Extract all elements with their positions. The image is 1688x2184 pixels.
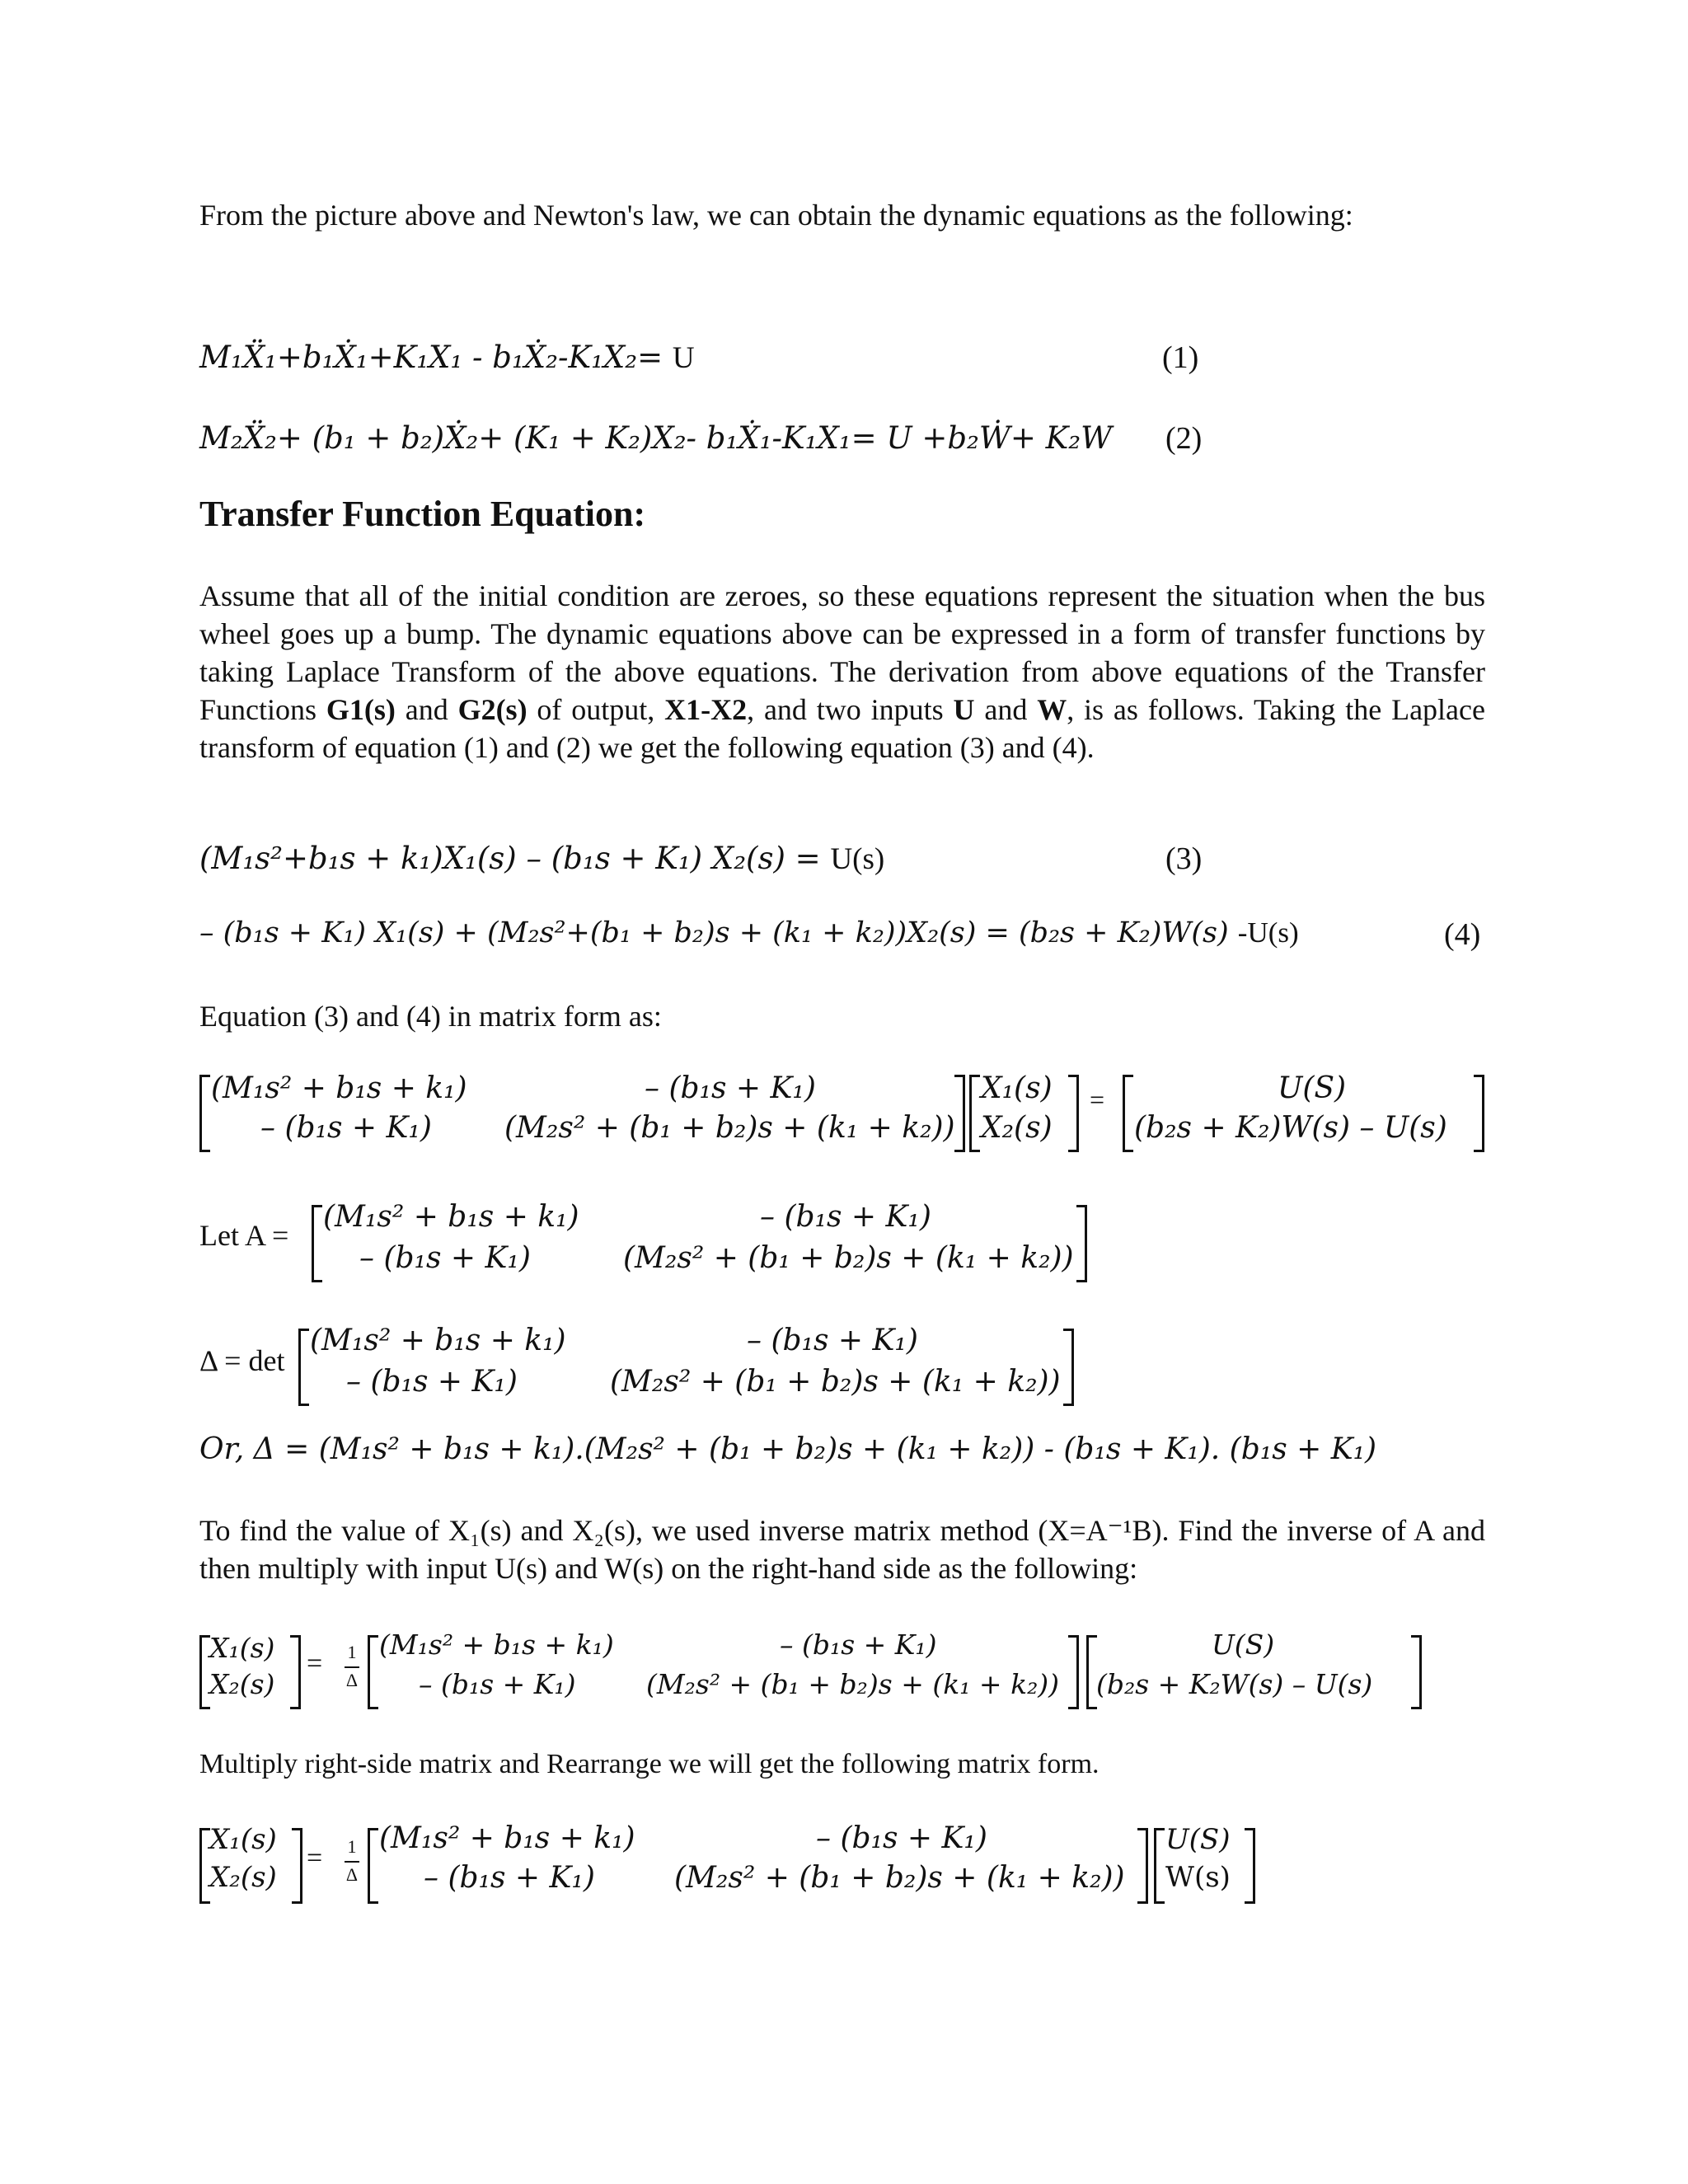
- fin-equals-sign: =: [307, 1843, 323, 1873]
- intro-text: From the picture above and Newton's law, we can obtain the dynamic equations as the following:: [199, 199, 1353, 232]
- matrix-a22: (M₂s² + (b₁ + b₂)s + (k₁ + k₂)): [504, 1111, 955, 1145]
- let-a22: (M₂s² + (b₁ + b₂)s + (k₁ + k₂)): [623, 1241, 1074, 1275]
- vector-x-right-bracket: [1068, 1075, 1079, 1152]
- g2-label: G2(s): [457, 693, 528, 726]
- matrix-a-left-bracket: [199, 1075, 210, 1152]
- paragraph-text-4: , is as follows. Taking the Laplace transform of equation (1) and (2) we get the following equation (3) and (4).: [199, 693, 1485, 764]
- equation-4: [199, 916, 1299, 949]
- matrix-a21: – (b₁s + K₁): [260, 1111, 432, 1145]
- equation-3-rhs: U(s): [830, 842, 885, 876]
- inverse-paragraph: To find the value of X₁(s) and X₂(s), we used inverse matrix method (X=A⁻¹B). Find the inverse of A and then multiply with input U(s) and W(s) on the right-hand side as the following:: [199, 1514, 1485, 1585]
- fin-a22: (M₂s² + (b₁ + b₂)s + (k₁ + k₂)): [674, 1861, 1125, 1895]
- inv-equals-sign: =: [307, 1648, 323, 1679]
- inv-a-left-bracket: [368, 1635, 378, 1709]
- det-a21: – (b₁s + K₁): [346, 1365, 518, 1399]
- matrix-a11: (M₁s² + b₁s + k₁): [211, 1071, 467, 1105]
- let-a21: – (b₁s + K₁): [359, 1241, 531, 1275]
- matrix-a-right-bracket: [954, 1075, 965, 1152]
- vector-x2: X₂(s): [981, 1111, 1053, 1145]
- inv-fraction-denominator: Δ: [345, 1670, 359, 1690]
- equation-3: [199, 841, 884, 877]
- fin-rhs-left-bracket: [1154, 1828, 1165, 1904]
- vector-rhs-left-bracket: [1123, 1075, 1133, 1152]
- fin-a11: (M₁s² + b₁s + k₁): [379, 1821, 635, 1855]
- multiply-text: Multiply right-side matrix and Rearrange we will get the following matrix form.: [199, 1749, 1100, 1779]
- equation-2-number: (2): [1165, 421, 1203, 456]
- section-heading: Transfer Function Equation:: [199, 494, 646, 534]
- equation-2: [199, 420, 1112, 456]
- fin-rhs-2: W(s): [1165, 1861, 1231, 1894]
- paragraph-text-3: , and two inputs: [747, 693, 954, 726]
- matrix-intro-text: Equation (3) and (4) in matrix form as:: [199, 1000, 662, 1033]
- let-a12: – (b₁s + K₁): [760, 1200, 931, 1234]
- inv-fraction-bar: [345, 1666, 359, 1668]
- equation-1-lhs: M₁Ẍ₁+b₁Ẋ₁+K₁X₁ - b₁Ẋ₂-K₁X₂=: [199, 340, 673, 375]
- output-label: X1-X2: [664, 693, 748, 726]
- fin-fraction-denominator: Δ: [345, 1864, 359, 1885]
- input-w-label: W: [1037, 693, 1067, 726]
- inv-x-right-bracket: [290, 1635, 301, 1709]
- inv-a21: – (b₁s + K₁): [419, 1668, 576, 1700]
- fin-fraction-bar: [345, 1861, 359, 1863]
- equals-sign: =: [1090, 1085, 1105, 1114]
- inv-a22: (M₂s² + (b₁ + b₂)s + (k₁ + k₂)): [646, 1668, 1060, 1700]
- vector-x1: X₁(s): [981, 1071, 1053, 1105]
- equation-4-number: (4): [1444, 917, 1481, 952]
- equation-3-number: (3): [1165, 841, 1203, 876]
- equation-1-number: (1): [1162, 340, 1199, 375]
- fin-fraction-numerator: 1: [347, 1836, 357, 1857]
- let-a11: (M₁s² + b₁s + k₁): [323, 1200, 579, 1234]
- inv-a11: (M₁s² + b₁s + k₁): [379, 1629, 614, 1661]
- fin-rhs-right-bracket: [1245, 1828, 1255, 1904]
- equation-2-lhs: M₂Ẍ₂+ (b₁ + b₂)Ẋ₂+ (K₁ + K₂)X₂- b₁Ẋ₁-K₁X₁=: [199, 420, 887, 456]
- inv-x2: X₂(s): [209, 1668, 275, 1700]
- equation-1: [199, 340, 695, 376]
- inv-rhs-right-bracket: [1411, 1635, 1422, 1709]
- equation-4-rhs: -U(s): [1237, 916, 1299, 949]
- paragraph-and-1: and: [395, 693, 458, 726]
- equation-1-rhs: U: [672, 341, 695, 375]
- let-a-right-bracket: [1076, 1205, 1087, 1282]
- let-a-left-bracket: [312, 1205, 322, 1282]
- inv-a12: – (b₁s + K₁): [780, 1629, 937, 1661]
- g1-label: G1(s): [326, 693, 396, 726]
- det-a22: (M₂s² + (b₁ + b₂)s + (k₁ + k₂)): [610, 1365, 1061, 1399]
- fin-x1: X₁(s): [209, 1823, 277, 1856]
- fin-a12: – (b₁s + K₁): [816, 1821, 987, 1855]
- det-a12: – (b₁s + K₁): [747, 1324, 918, 1357]
- inv-fraction-numerator: 1: [347, 1642, 357, 1662]
- inv-rhs-1: U(S): [1212, 1629, 1275, 1661]
- paragraph-and-2: and: [974, 693, 1038, 726]
- let-a-label: Let A =: [199, 1219, 289, 1252]
- fin-a21: – (b₁s + K₁): [424, 1861, 595, 1895]
- fin-x-right-bracket: [292, 1828, 302, 1904]
- vector-rhs-2: (b₂s + K₂)W(s) – U(s): [1134, 1111, 1447, 1145]
- equation-4-lhs: – (b₁s + K₁) X₁(s) + (M₂s²+(b₁ + b₂)s + (k₁ + k₂))X₂(s) = (b₂s + K₂)W(s): [199, 916, 1238, 949]
- input-u-label: U: [953, 693, 975, 726]
- paragraph-text-2: of output,: [527, 693, 665, 726]
- inv-a-right-bracket: [1068, 1635, 1079, 1709]
- paragraph-text-1: Assume that all of the initial condition are zeroes, so these equations represent the situation when the bus wheel goes up a bump. The dynamic equations above can be expressed in a form of transfer functions by taking Laplace Transform of the above equations. The derivation from above equations of the Transfer Functions: [199, 579, 1485, 726]
- fin-x2: X₂(s): [209, 1861, 277, 1894]
- equation-2-rhs: U +b₂Ẇ+ K₂W: [886, 420, 1113, 456]
- equation-3-lhs: (M₁s²+b₁s + k₁)X₁(s) – (b₁s + K₁) X₂(s) =: [199, 841, 831, 876]
- delta-det-label: Δ = det: [199, 1344, 285, 1377]
- inv-rhs-2: (b₂s + K₂W(s) – U(s): [1096, 1668, 1373, 1700]
- paragraph-transfer-function: [199, 577, 1485, 766]
- vector-rhs-right-bracket: [1474, 1075, 1484, 1152]
- matrix-a12: – (b₁s + K₁): [645, 1071, 816, 1105]
- det-right-bracket: [1063, 1329, 1074, 1406]
- delta-expansion: Or, Δ = (M₁s² + b₁s + k₁).(M₂s² + (b₁ + b₂)s + (k₁ + k₂)) - (b₁s + K₁). (b₁s + K₁): [199, 1432, 1377, 1466]
- fin-a-right-bracket: [1137, 1828, 1148, 1904]
- det-left-bracket: [298, 1329, 309, 1406]
- det-a11: (M₁s² + b₁s + k₁): [310, 1324, 566, 1357]
- vector-x-left-bracket: [969, 1075, 980, 1152]
- inv-x1: X₁(s): [209, 1632, 275, 1664]
- fin-rhs-1: U(S): [1165, 1823, 1231, 1856]
- vector-rhs-1: U(S): [1278, 1071, 1347, 1105]
- fin-a-left-bracket: [368, 1828, 378, 1904]
